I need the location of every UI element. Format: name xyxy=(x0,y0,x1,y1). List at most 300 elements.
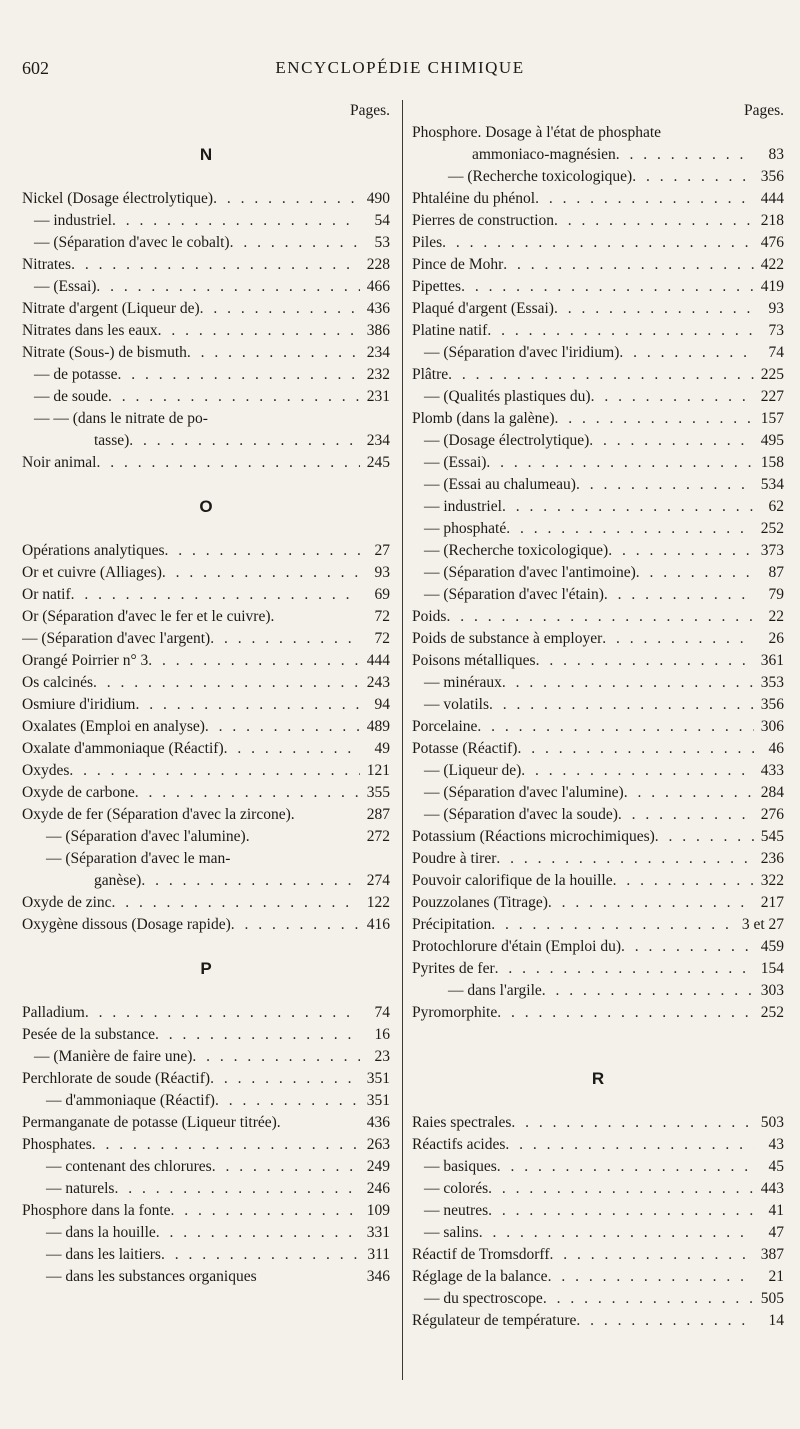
spacer xyxy=(22,166,390,188)
entry-page-number: 252 xyxy=(760,520,784,537)
entry-text: — (Séparation d'avec le cobalt) xyxy=(34,234,230,251)
entry-page-number: 351 xyxy=(366,1092,390,1109)
index-entry xyxy=(22,1178,390,1200)
index-column-right xyxy=(412,100,784,1332)
entry-text: — (Séparation d'avec la soude) xyxy=(424,806,618,823)
index-entry xyxy=(22,584,390,606)
entry-page-number: 351 xyxy=(366,1070,390,1087)
dot-leader xyxy=(93,672,360,694)
entry-text: — volatils xyxy=(424,696,490,713)
entry-page-number: 94 xyxy=(374,696,390,713)
dot-leader xyxy=(161,1244,360,1266)
entry-page-number: 353 xyxy=(760,674,784,691)
index-entry xyxy=(22,782,390,804)
entry-page-number: 109 xyxy=(366,1202,390,1219)
index-entry xyxy=(412,650,784,672)
dot-leader xyxy=(511,1112,754,1134)
index-entry xyxy=(412,122,784,144)
index-entry xyxy=(22,1200,390,1222)
index-entry xyxy=(412,914,784,936)
dot-leader xyxy=(442,232,754,254)
dot-leader xyxy=(548,1266,754,1288)
dot-leader xyxy=(192,1046,360,1068)
index-entry xyxy=(22,1222,390,1244)
entry-page-number: 74 xyxy=(374,1004,390,1021)
entry-page-number: 386 xyxy=(366,322,390,339)
section-letter: O xyxy=(199,497,213,516)
entry-page-number: 231 xyxy=(366,388,390,405)
dot-leader xyxy=(158,320,360,342)
dot-leader xyxy=(210,628,360,650)
index-entry xyxy=(22,364,390,386)
spacer xyxy=(412,1090,784,1112)
index-entry xyxy=(412,826,784,848)
entry-text: Phtaléine du phénol xyxy=(412,190,536,207)
entry-page-number: 416 xyxy=(366,916,390,933)
index-entry xyxy=(412,518,784,540)
entry-page-number: 3 et 27 xyxy=(741,916,784,933)
dot-leader xyxy=(488,1178,754,1200)
entry-text: Pyromorphite xyxy=(412,1004,498,1021)
entry-page-number: 79 xyxy=(768,586,784,603)
entry-text: Poudre à tirer xyxy=(412,850,497,867)
entry-text: Nitrate (Sous-) de bismuth xyxy=(22,344,187,361)
entry-page-number: 83 xyxy=(768,146,784,163)
entry-page-number: 505 xyxy=(760,1290,784,1307)
entry-text: Réglage de la balance xyxy=(412,1268,548,1285)
dot-leader xyxy=(69,760,360,782)
dot-leader xyxy=(495,958,754,980)
index-entry xyxy=(22,1090,390,1112)
entry-text: Plaqué d'argent (Essai) xyxy=(412,300,554,317)
entry-page-number: 534 xyxy=(760,476,784,493)
spacer xyxy=(412,1046,784,1068)
index-entry xyxy=(22,188,390,210)
entry-page-number: 122 xyxy=(366,894,390,911)
entry-text: — (Recherche toxicologique) xyxy=(424,542,609,559)
index-entry xyxy=(22,298,390,320)
entry-page-number: 16 xyxy=(374,1026,390,1043)
spacer xyxy=(22,518,390,540)
entry-text: — (Essai) xyxy=(34,278,97,295)
entry-text: Plomb (dans la galène) xyxy=(412,410,555,427)
dot-leader xyxy=(497,1002,754,1024)
entry-page-number: 361 xyxy=(760,652,784,669)
dot-leader xyxy=(148,650,360,672)
dot-leader xyxy=(141,870,360,892)
running-title: ENCYCLOPÉDIE CHIMIQUE xyxy=(275,58,525,77)
index-entry xyxy=(412,804,784,826)
dot-leader xyxy=(129,430,360,452)
index-entry xyxy=(412,474,784,496)
entry-page-number: 443 xyxy=(760,1180,784,1197)
entry-text: — de potasse xyxy=(34,366,118,383)
entry-text: Pierres de construction xyxy=(412,212,555,229)
dot-leader xyxy=(488,1200,754,1222)
entry-page-number: 476 xyxy=(760,234,784,251)
entry-text: Phosphore. Dosage à l'état de phosphate xyxy=(412,124,662,141)
index-entry xyxy=(412,980,784,1002)
entry-text: Or et cuivre (Alliages) xyxy=(22,564,162,581)
index-entry xyxy=(22,210,390,232)
index-entry xyxy=(412,694,784,716)
dot-leader xyxy=(489,694,754,716)
entry-page-number: 433 xyxy=(760,762,784,779)
entry-text: Réactif de Tromsdorff xyxy=(412,1246,550,1263)
index-entry xyxy=(412,496,784,518)
entry-text: ganèse) xyxy=(94,872,142,889)
dot-leader xyxy=(155,1024,360,1046)
entry-text: Osmiure d'iridium xyxy=(22,696,136,713)
entry-page-number: 545 xyxy=(760,828,784,845)
dot-leader xyxy=(171,1200,360,1222)
entry-text: Pipettes xyxy=(412,278,462,295)
spacer xyxy=(412,1024,784,1046)
entry-page-number: 93 xyxy=(374,564,390,581)
index-entry xyxy=(22,1156,390,1178)
entry-page-number: 47 xyxy=(768,1224,784,1241)
entry-page-number: 46 xyxy=(768,740,784,757)
entry-text: — (Séparation d'avec l'alumine) xyxy=(424,784,624,801)
entry-text: Pesée de la substance xyxy=(22,1026,155,1043)
entry-page-number: 157 xyxy=(760,410,784,427)
dot-leader xyxy=(118,364,360,386)
entry-page-number: 45 xyxy=(768,1158,784,1175)
section-letter: P xyxy=(200,959,212,978)
index-entry xyxy=(22,738,390,760)
index-entry xyxy=(412,870,784,892)
entry-page-number: 346 xyxy=(366,1268,390,1285)
entry-text: — salins xyxy=(424,1224,479,1241)
index-entry xyxy=(22,804,390,826)
dot-leader xyxy=(613,870,754,892)
entry-page-number: 227 xyxy=(760,388,784,405)
spacer xyxy=(22,474,390,496)
dot-leader xyxy=(96,452,360,474)
entry-page-number: 49 xyxy=(374,740,390,757)
index-entry xyxy=(22,1244,390,1266)
dot-leader xyxy=(576,474,754,496)
dot-leader xyxy=(502,496,754,518)
dot-leader xyxy=(535,188,754,210)
entry-page-number: 272 xyxy=(366,828,390,845)
index-entry xyxy=(412,848,784,870)
entry-page-number: 73 xyxy=(768,322,784,339)
index-entry xyxy=(412,1178,784,1200)
entry-page-number: 26 xyxy=(768,630,784,647)
entry-text: Potasse (Réactif) xyxy=(412,740,518,757)
entry-text: Pouvoir calorifique de la houille xyxy=(412,872,613,889)
entry-text: Nitrate d'argent (Liqueur de) xyxy=(22,300,200,317)
dot-leader xyxy=(536,650,754,672)
pages-label: Pages. xyxy=(743,102,784,119)
entry-text: Perchlorate de soude (Réactif) xyxy=(22,1070,211,1087)
entry-page-number: 436 xyxy=(366,300,390,317)
entry-page-number: 489 xyxy=(366,718,390,735)
entry-text: Oxalate d'ammoniaque (Réactif) xyxy=(22,740,224,757)
entry-page-number: 303 xyxy=(760,982,784,999)
entry-page-number: 232 xyxy=(366,366,390,383)
index-entry xyxy=(412,716,784,738)
index-entry xyxy=(412,562,784,584)
dot-leader xyxy=(543,1288,754,1310)
dot-leader xyxy=(502,672,754,694)
pages-label: Pages. xyxy=(349,102,390,119)
index-entry xyxy=(412,606,784,628)
index-entry xyxy=(22,870,390,892)
entry-text: — (Séparation d'avec l'iridium) xyxy=(424,344,620,361)
entry-page-number: 503 xyxy=(760,1114,784,1131)
entry-page-number: 234 xyxy=(366,432,390,449)
entry-text: — (Dosage électrolytique) xyxy=(424,432,590,449)
dot-leader xyxy=(135,782,360,804)
dot-leader xyxy=(491,914,738,936)
dot-leader xyxy=(486,452,754,474)
entry-page-number: 158 xyxy=(760,454,784,471)
dot-leader xyxy=(542,980,754,1002)
dot-leader xyxy=(162,562,360,584)
entry-text: Réactifs acides xyxy=(412,1136,506,1153)
dot-leader xyxy=(621,936,754,958)
entry-page-number: 93 xyxy=(768,300,784,317)
entry-page-number: 276 xyxy=(760,806,784,823)
entry-text: — — (dans le nitrate de po- xyxy=(34,410,208,427)
entry-page-number: 243 xyxy=(366,674,390,691)
index-entry xyxy=(22,1134,390,1156)
entry-page-number: 466 xyxy=(366,278,390,295)
entry-page-number: 274 xyxy=(366,872,390,889)
dot-leader xyxy=(602,628,754,650)
entry-page-number: 284 xyxy=(760,784,784,801)
entry-page-number: 87 xyxy=(768,564,784,581)
entry-text: Pyrites de fer xyxy=(412,960,495,977)
dot-leader xyxy=(135,694,360,716)
dot-leader xyxy=(213,188,360,210)
entry-text: Or natif xyxy=(22,586,71,603)
index-entry xyxy=(412,386,784,408)
entry-page-number: 419 xyxy=(760,278,784,295)
index-entry xyxy=(22,892,390,914)
entry-text: Plâtre xyxy=(412,366,449,383)
entry-text: — contenant des chlorures xyxy=(46,1158,212,1175)
entry-text: Or (Séparation d'avec le fer et le cuivre). xyxy=(22,608,275,625)
entry-text: Piles xyxy=(412,234,443,251)
index-entry xyxy=(22,650,390,672)
index-entry xyxy=(412,892,784,914)
index-entry xyxy=(412,958,784,980)
dot-leader xyxy=(187,342,360,364)
index-entry xyxy=(412,1288,784,1310)
entry-text: Phosphates xyxy=(22,1136,92,1153)
index-entry xyxy=(412,738,784,760)
index-entry xyxy=(22,848,390,870)
dot-leader xyxy=(619,342,754,364)
entry-page-number: 21 xyxy=(768,1268,784,1285)
entry-text: Oxyde de carbone xyxy=(22,784,135,801)
entry-text: Régulateur de température xyxy=(412,1312,577,1329)
index-entry xyxy=(412,584,784,606)
column-divider xyxy=(402,100,403,1380)
dot-leader xyxy=(608,540,754,562)
index-entry xyxy=(22,1068,390,1090)
dot-leader xyxy=(604,584,754,606)
entry-text: — (Qualités plastiques du) xyxy=(424,388,591,405)
entry-text: Potassium (Réactions microchimiques) xyxy=(412,828,655,845)
dot-leader xyxy=(224,738,360,760)
entry-page-number: 387 xyxy=(760,1246,784,1263)
entry-text: — (Manière de faire une) xyxy=(34,1048,193,1065)
entry-text: Oxyde de zinc xyxy=(22,894,112,911)
entry-page-number: 356 xyxy=(760,696,784,713)
index-entry xyxy=(412,1112,784,1134)
index-entry xyxy=(412,1310,784,1332)
page-number: 602 xyxy=(22,58,49,78)
entry-page-number: 69 xyxy=(374,586,390,603)
dot-leader xyxy=(85,1002,360,1024)
entry-text: ammoniaco-magnésien xyxy=(472,146,616,163)
dot-leader xyxy=(636,562,754,584)
entry-text: Poids xyxy=(412,608,447,625)
entry-text: Nitrates xyxy=(22,256,72,273)
dot-leader xyxy=(205,716,360,738)
entry-page-number: 218 xyxy=(760,212,784,229)
entry-page-number: 236 xyxy=(760,850,784,867)
entry-text: — dans les substances organiques xyxy=(46,1268,257,1285)
entry-page-number: 306 xyxy=(760,718,784,735)
entry-page-number: 234 xyxy=(366,344,390,361)
index-entry xyxy=(22,716,390,738)
entry-text: — colorés xyxy=(424,1180,489,1197)
entry-text: Noir animal xyxy=(22,454,97,471)
running-head xyxy=(0,58,800,82)
entry-page-number: 252 xyxy=(760,1004,784,1021)
spacer xyxy=(22,122,390,144)
entry-text: — industriel xyxy=(424,498,502,515)
entry-text: — (Essai) xyxy=(424,454,487,471)
entry-page-number: 436 xyxy=(366,1114,390,1131)
entry-page-number: 287 xyxy=(366,806,390,823)
entry-text: — naturels xyxy=(46,1180,115,1197)
entry-page-number: 422 xyxy=(760,256,784,273)
dot-leader xyxy=(71,254,360,276)
index-column-left xyxy=(22,100,390,1288)
entry-page-number: 72 xyxy=(374,608,390,625)
index-entry xyxy=(22,1002,390,1024)
dot-leader xyxy=(230,232,360,254)
dot-leader xyxy=(632,166,754,188)
index-entry xyxy=(22,760,390,782)
entry-page-number: 355 xyxy=(366,784,390,801)
dot-leader xyxy=(71,584,360,606)
entry-text: — basiques xyxy=(424,1158,497,1175)
dot-leader xyxy=(616,144,754,166)
index-entry xyxy=(412,452,784,474)
entry-page-number: 311 xyxy=(367,1246,390,1263)
entry-text: Os calcinés xyxy=(22,674,94,691)
index-entry xyxy=(22,1046,390,1068)
entry-text: Pince de Mohr xyxy=(412,256,504,273)
entry-text: Oxygène dissous (Dosage rapide) xyxy=(22,916,231,933)
dot-leader xyxy=(108,386,360,408)
index-entry xyxy=(22,826,390,848)
entry-text: — (Séparation d'avec le man- xyxy=(46,850,231,867)
entry-text: — (Séparation d'avec l'étain) xyxy=(424,586,604,603)
dot-leader xyxy=(446,606,754,628)
entry-page-number: 74 xyxy=(768,344,784,361)
entry-text: Palladium xyxy=(22,1004,85,1021)
entry-page-number: 22 xyxy=(768,608,784,625)
entry-page-number: 228 xyxy=(366,256,390,273)
entry-page-number: 23 xyxy=(374,1048,390,1065)
entry-text: — minéraux xyxy=(424,674,502,691)
index-entry xyxy=(412,936,784,958)
index-entry xyxy=(22,914,390,936)
index-entry xyxy=(412,782,784,804)
dot-leader xyxy=(156,1222,360,1244)
dot-leader xyxy=(521,760,754,782)
index-entry xyxy=(412,430,784,452)
index-entry xyxy=(22,1112,390,1134)
entry-text: — (Liqueur de) xyxy=(424,762,522,779)
entry-text: Porcelaine xyxy=(412,718,478,735)
dot-leader xyxy=(591,386,754,408)
entry-text: — (Essai au chalumeau) xyxy=(424,476,576,493)
dot-leader xyxy=(212,1156,360,1178)
entry-page-number: 331 xyxy=(366,1224,390,1241)
entry-text: — phosphaté xyxy=(424,520,507,537)
index-entry xyxy=(412,364,784,386)
index-entry xyxy=(412,276,784,298)
dot-leader xyxy=(200,298,360,320)
entry-text: — (Séparation d'avec l'argent) xyxy=(22,630,211,647)
entry-text: Raies spectrales xyxy=(412,1114,512,1131)
dot-leader xyxy=(505,1134,754,1156)
dot-leader xyxy=(231,914,360,936)
index-entry xyxy=(22,232,390,254)
index-entry xyxy=(412,342,784,364)
dot-leader xyxy=(624,782,754,804)
entry-text: Oxyde de fer (Séparation d'avec la zircone). xyxy=(22,806,295,823)
index-entry xyxy=(22,562,390,584)
index-entry xyxy=(22,540,390,562)
entry-page-number: 245 xyxy=(366,454,390,471)
section-letter: R xyxy=(591,1069,605,1088)
entry-page-number: 495 xyxy=(760,432,784,449)
index-entry xyxy=(22,386,390,408)
index-entry xyxy=(22,408,390,430)
dot-leader xyxy=(96,276,360,298)
entry-text: Orangé Poirrier n° 3 xyxy=(22,652,149,669)
dot-leader xyxy=(554,210,754,232)
entry-text: — dans l'argile xyxy=(448,982,542,999)
dot-leader xyxy=(92,1134,360,1156)
entry-page-number: 154 xyxy=(760,960,784,977)
section-letter: N xyxy=(199,145,213,164)
entry-text: — neutres xyxy=(424,1202,489,1219)
spacer xyxy=(22,980,390,1002)
entry-page-number: 43 xyxy=(768,1136,784,1153)
entry-text: Phosphore dans la fonte xyxy=(22,1202,171,1219)
index-entry xyxy=(22,1266,390,1288)
entry-text: — (Séparation d'avec l'alumine). xyxy=(46,828,250,845)
index-entry xyxy=(22,430,390,452)
entry-page-number: 217 xyxy=(760,894,784,911)
entry-page-number: 249 xyxy=(366,1158,390,1175)
entry-text: Précipitation xyxy=(412,916,492,933)
entry-page-number: 444 xyxy=(760,190,784,207)
index-entry xyxy=(22,1024,390,1046)
dot-leader xyxy=(503,254,754,276)
